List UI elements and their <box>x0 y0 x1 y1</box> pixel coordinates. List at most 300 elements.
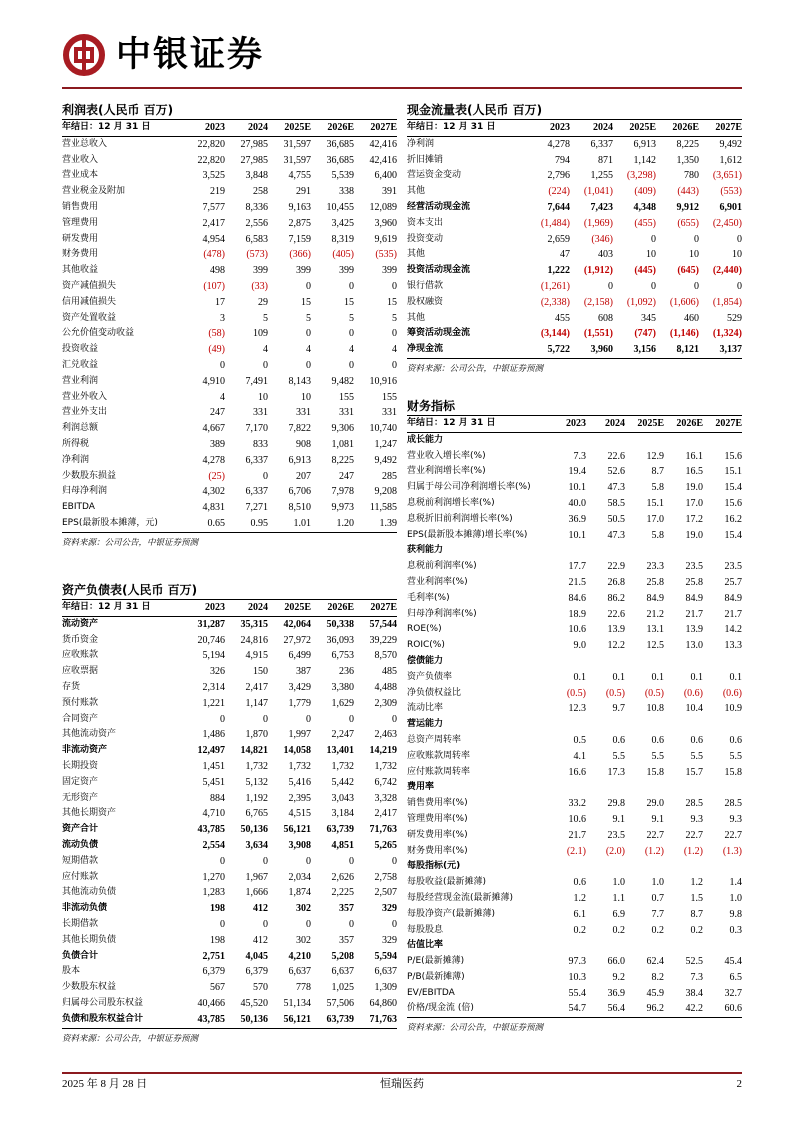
row-label: 公允价值变动收益 <box>62 328 135 339</box>
cell-value: 22.7 <box>724 829 742 841</box>
cell-value <box>586 432 625 448</box>
header-year: 2025E <box>613 120 656 136</box>
cell-value: 36,093 <box>326 634 354 646</box>
cell-value: 5,132 <box>245 776 268 788</box>
cell-value: 1.01 <box>268 516 311 532</box>
row-label: 股本 <box>62 966 81 977</box>
cell-value: 16.2 <box>724 513 742 525</box>
cell-value: 22,820 <box>197 154 225 166</box>
row-label: 流动比率 <box>407 703 444 714</box>
row-label: EBITDA <box>62 502 95 513</box>
cell-value: 15 <box>344 296 354 308</box>
table-row <box>407 449 742 465</box>
table-row <box>62 933 397 949</box>
cell-value: 12.9 <box>646 450 664 462</box>
cell-value: 155 <box>382 391 397 403</box>
cell-value: 6,637 <box>288 966 311 978</box>
cell-value: 10.6 <box>568 624 586 636</box>
cell-value: 0 <box>306 359 311 371</box>
cell-value: 20,746 <box>197 634 225 646</box>
cell-value: 8.7 <box>690 908 703 920</box>
cell-value: 22.9 <box>607 561 625 573</box>
table-row <box>62 901 397 917</box>
table-row <box>407 559 742 575</box>
cell-value: 1,732 <box>331 760 354 772</box>
cell-value: 2,796 <box>547 170 570 182</box>
cell-value: 6,379 <box>202 966 225 978</box>
cell-value <box>547 654 586 670</box>
cell-value: 2,875 <box>288 217 311 229</box>
row-label: 少数股东损益 <box>62 470 117 481</box>
table-row <box>407 432 742 448</box>
cell-value: 302 <box>296 903 311 915</box>
table-row <box>62 136 397 152</box>
cell-value: 4 <box>220 391 225 403</box>
cell-value: (2.0) <box>605 845 625 857</box>
table-row <box>62 279 397 295</box>
row-label: 流动负债 <box>62 839 99 850</box>
cell-value: 258 <box>253 186 268 198</box>
cell-value: 4,755 <box>288 170 311 182</box>
cell-value: 5,722 <box>527 342 570 358</box>
row-label: 每股净资产(最新摊薄) <box>407 908 496 919</box>
row-label: 流动资产 <box>62 618 99 629</box>
cell-value: 2,395 <box>288 792 311 804</box>
financial-ratios-table <box>407 416 742 1018</box>
cell-value: 0 <box>263 918 268 930</box>
cell-value: 0.1 <box>612 671 625 683</box>
income-statement-title: 利润表(人民币 百万) <box>62 102 397 120</box>
cell-value: 7,577 <box>202 201 225 213</box>
header-logo <box>62 33 264 77</box>
cell-value: (0.5) <box>605 687 625 699</box>
row-label: 营业成本 <box>62 170 99 181</box>
cell-value: 12,497 <box>197 745 225 757</box>
cell-value: 0.95 <box>225 516 268 532</box>
row-label: 银行借款 <box>407 280 444 291</box>
row-label: 息税折旧前利润增长率(%) <box>407 513 513 524</box>
footer-rule <box>62 1072 742 1074</box>
cell-value: 8.7 <box>651 466 664 478</box>
table-row <box>407 311 742 327</box>
cell-value: 56.4 <box>586 1001 625 1017</box>
cell-value: 22.6 <box>607 608 625 620</box>
cell-value: 42,416 <box>369 154 397 166</box>
cell-value: 29.8 <box>607 798 625 810</box>
cell-value: 22.7 <box>646 829 664 841</box>
table-row <box>407 200 742 216</box>
cell-value: 6,337 <box>590 138 613 150</box>
cell-value: 5 <box>263 312 268 324</box>
cell-value: 10,455 <box>326 201 354 213</box>
table-row <box>407 512 742 528</box>
cell-value: 12.3 <box>568 703 586 715</box>
table-row <box>407 607 742 623</box>
cell-value <box>547 717 586 733</box>
row-label: 其他收益 <box>62 265 99 276</box>
cell-value: 1,612 <box>719 154 742 166</box>
cell-value: 8.2 <box>651 971 664 983</box>
cell-value: 9,306 <box>331 423 354 435</box>
row-label: 营业利润增长率(%) <box>407 466 486 477</box>
table-row <box>62 500 397 516</box>
table-row <box>407 938 742 954</box>
cell-value: 2,507 <box>374 887 397 899</box>
cell-value: 21.7 <box>685 608 703 620</box>
cell-value: 15.8 <box>646 766 664 778</box>
cell-value: 86.2 <box>607 592 625 604</box>
row-label: 固定资产 <box>62 776 99 787</box>
cell-value: 16.6 <box>568 766 586 778</box>
cell-value: 16.1 <box>685 450 703 462</box>
row-label: EPS(最新股本摊薄)增长率(%) <box>407 529 528 540</box>
row-label: 估值比率 <box>407 940 444 951</box>
cell-value <box>664 780 703 796</box>
table-row <box>407 970 742 986</box>
cell-value: 10.8 <box>646 703 664 715</box>
cell-value: 42,064 <box>283 618 311 630</box>
cell-value: 4,915 <box>245 650 268 662</box>
header-year: 2024 <box>586 416 625 432</box>
cell-value: 6,583 <box>245 233 268 245</box>
cell-value: 0 <box>220 855 225 867</box>
cell-value: (409) <box>634 186 656 198</box>
cell-value: 6,913 <box>633 138 656 150</box>
cell-value: 45.4 <box>724 956 742 968</box>
cell-value: 0 <box>306 328 311 340</box>
cell-value: 5,265 <box>374 839 397 851</box>
cell-value <box>625 654 664 670</box>
cell-value: 40,466 <box>197 997 225 1009</box>
table-row <box>62 469 397 485</box>
cell-value: 3,156 <box>613 342 656 358</box>
cell-value: 5.8 <box>651 529 664 541</box>
cell-value: 9,492 <box>374 454 397 466</box>
cell-value: 1.0 <box>729 892 742 904</box>
cell-value: 0 <box>306 713 311 725</box>
header-year: 2024 <box>570 120 613 136</box>
table-row <box>62 743 397 759</box>
cell-value: 9,492 <box>719 138 742 150</box>
row-label: EPS(最新股本摊薄，元) <box>62 516 182 532</box>
cell-value: 24,816 <box>240 634 268 646</box>
cell-value: 71,763 <box>354 1012 397 1028</box>
cell-value: (0.6) <box>722 687 742 699</box>
table-row <box>62 854 397 870</box>
row-label: 应收票据 <box>62 666 99 677</box>
cell-value: 778 <box>296 982 311 994</box>
footer-company: 恒瑞医药 <box>380 1077 424 1090</box>
cell-value: 0 <box>392 328 397 340</box>
cell-value: (2,440) <box>712 265 742 277</box>
row-label: 息税前利润率(%) <box>407 561 477 572</box>
cell-value: 13.0 <box>685 640 703 652</box>
cell-value: 3,525 <box>202 170 225 182</box>
row-label: 无形资产 <box>62 792 99 803</box>
cell-value: 50,136 <box>240 824 268 836</box>
cell-value: 1,732 <box>288 760 311 772</box>
row-label: 少数股东权益 <box>62 982 117 993</box>
footer-date: 2025 年 8 月 28 日 <box>62 1078 148 1090</box>
financial-ratios-title: 财务指标 <box>407 398 742 416</box>
cell-value: 39,229 <box>369 634 397 646</box>
cell-value: 19.0 <box>685 482 703 494</box>
cell-value: 3,137 <box>699 342 742 358</box>
cell-value: 0 <box>263 359 268 371</box>
cell-value: 4,278 <box>202 454 225 466</box>
cell-value <box>664 543 703 559</box>
cell-value: 4 <box>349 344 354 356</box>
cell-value: 4,210 <box>288 950 311 962</box>
cell-value: 0.65 <box>182 516 225 532</box>
cell-value: 47.3 <box>607 482 625 494</box>
cell-value: 5 <box>349 312 354 324</box>
cell-value: 42,416 <box>369 138 397 150</box>
cell-value: 0 <box>694 233 699 245</box>
cell-value: 2,034 <box>288 871 311 883</box>
cell-value: 9,208 <box>374 486 397 498</box>
row-label: ROE(%) <box>407 624 442 635</box>
cell-value: 23.3 <box>646 561 664 573</box>
table-row <box>62 648 397 664</box>
cell-value: 12,089 <box>369 201 397 213</box>
cell-value <box>547 938 586 954</box>
cell-value: 2,751 <box>202 950 225 962</box>
header-label: 年结日：12 月 31 日 <box>62 120 182 136</box>
page-number: 2 <box>736 1078 742 1090</box>
cell-value: 0 <box>220 918 225 930</box>
balance-sheet-title: 资产负债表(人民币 百万) <box>62 582 397 600</box>
cell-value: 17.7 <box>568 561 586 573</box>
cell-value: 1,732 <box>245 760 268 772</box>
cell-value: 43,785 <box>197 824 225 836</box>
cell-value: (49) <box>208 344 225 356</box>
row-label: 合同资产 <box>62 713 99 724</box>
row-label: 筹资活动现金流 <box>407 328 471 339</box>
table-row <box>62 870 397 886</box>
cell-value: 0.1 <box>729 671 742 683</box>
cell-value: 6,637 <box>374 966 397 978</box>
cell-value: 9.1 <box>612 813 625 825</box>
cell-value: 5,442 <box>331 776 354 788</box>
cell-value: 27,985 <box>240 154 268 166</box>
row-label: 归属于母公司净利润增长率(%) <box>407 482 531 493</box>
cell-value: 2,225 <box>331 887 354 899</box>
row-label: 营业总收入 <box>62 138 108 149</box>
cell-value: 29 <box>258 296 268 308</box>
cell-value: 1.39 <box>354 516 397 532</box>
cell-value: 4,348 <box>633 201 656 213</box>
cell-value: 2,758 <box>374 871 397 883</box>
cell-value: 38.4 <box>685 987 703 999</box>
cell-value: 9.3 <box>729 813 742 825</box>
cell-value: 21.2 <box>646 608 664 620</box>
cell-value: 4.1 <box>573 750 586 762</box>
header-rule <box>62 87 742 89</box>
header-year: 2027E <box>703 416 742 432</box>
row-label: 净利润 <box>407 138 435 149</box>
cell-value: 0 <box>392 359 397 371</box>
cell-value: (1.3) <box>722 845 742 857</box>
cell-value: (1.2) <box>644 845 664 857</box>
row-label: 净负债权益比 <box>407 687 462 698</box>
cell-value: 84.9 <box>724 592 742 604</box>
cell-value: 14.2 <box>724 624 742 636</box>
row-label: 管理费用率(%) <box>407 813 468 824</box>
table-row <box>407 907 742 923</box>
cell-value: 2,626 <box>331 871 354 883</box>
bank-of-china-logo-icon <box>62 33 106 77</box>
cell-value: 9.7 <box>612 703 625 715</box>
cell-value: 0 <box>220 359 225 371</box>
table-row <box>62 949 397 965</box>
cashflow-title: 现金流量表(人民币 百万) <box>407 102 742 120</box>
cell-value: 50.5 <box>607 513 625 525</box>
cell-value: 498 <box>210 265 225 277</box>
cell-value: 0.2 <box>612 924 625 936</box>
cell-value: 3,043 <box>331 792 354 804</box>
cell-value: 391 <box>382 186 397 198</box>
cell-value: 150 <box>253 666 268 678</box>
cell-value: 0 <box>349 713 354 725</box>
cell-value: 29.0 <box>646 798 664 810</box>
row-label: 应收账款 <box>62 650 99 661</box>
cell-value: (25) <box>208 470 225 482</box>
table-row <box>407 591 742 607</box>
balance-sheet-section <box>62 582 397 1046</box>
cell-value: 4,851 <box>331 839 354 851</box>
table-row <box>62 216 397 232</box>
row-label: 营运资金变动 <box>407 170 462 181</box>
row-label: 净利润 <box>62 454 90 465</box>
cell-value: 198 <box>210 903 225 915</box>
cell-value: 13.9 <box>685 624 703 636</box>
cell-value: 47.3 <box>607 529 625 541</box>
cell-value <box>625 938 664 954</box>
brand-name: 中银证券 <box>116 35 265 75</box>
table-row <box>407 279 742 295</box>
cell-value: 1,255 <box>590 170 613 182</box>
row-label: 每股股息 <box>407 924 444 935</box>
cell-value <box>703 717 742 733</box>
table-row <box>62 712 397 728</box>
cell-value: 25.8 <box>685 576 703 588</box>
cell-value: 0.1 <box>690 671 703 683</box>
table-row <box>62 358 397 374</box>
row-label: 资本支出 <box>407 217 444 228</box>
row-label: 应收账款周转率 <box>407 750 471 761</box>
cell-value: 40.0 <box>568 497 586 509</box>
cell-value: 1,247 <box>374 438 397 450</box>
cell-value: 14,058 <box>283 745 311 757</box>
cell-value: 19.0 <box>685 529 703 541</box>
header-year: 2024 <box>225 120 268 136</box>
cell-value: 15.1 <box>646 497 664 509</box>
cell-value: 399 <box>296 265 311 277</box>
cell-value <box>625 780 664 796</box>
cell-value <box>664 432 703 448</box>
cell-value: 25.7 <box>724 576 742 588</box>
cell-value: 7,822 <box>288 423 311 435</box>
cell-value: 2,463 <box>374 729 397 741</box>
cell-value: 27,972 <box>283 634 311 646</box>
row-label: 获利能力 <box>407 545 444 556</box>
row-label: 预付账款 <box>62 697 99 708</box>
cell-value: (33) <box>251 280 268 292</box>
cell-value: 66.0 <box>607 956 625 968</box>
cell-value: 15.6 <box>724 497 742 509</box>
row-label: 研发费用率(%) <box>407 829 468 840</box>
cell-value: 10.1 <box>568 529 586 541</box>
table-row <box>62 437 397 453</box>
cell-value: 23.5 <box>724 561 742 573</box>
cell-value: 0 <box>392 280 397 292</box>
cell-value: (366) <box>289 249 311 261</box>
cell-value: 871 <box>598 154 613 166</box>
cell-value: 389 <box>210 438 225 450</box>
cell-value: 6,765 <box>245 808 268 820</box>
cell-value: 31,597 <box>283 138 311 150</box>
table-row <box>407 859 742 875</box>
row-label: 其他 <box>407 312 426 323</box>
table-row <box>62 759 397 775</box>
table-row <box>62 295 397 311</box>
cell-value: 198 <box>210 934 225 946</box>
cell-value: 17 <box>215 296 225 308</box>
table-row <box>407 232 742 248</box>
cell-value: 247 <box>210 407 225 419</box>
table-row <box>62 342 397 358</box>
cell-value <box>586 780 625 796</box>
cell-value: 1,142 <box>633 154 656 166</box>
cell-value: 15.4 <box>724 529 742 541</box>
cell-value: 36,685 <box>326 138 354 150</box>
cell-value <box>547 432 586 448</box>
cell-value: (573) <box>246 249 268 261</box>
cell-value: 2,554 <box>202 839 225 851</box>
cell-value: 2,314 <box>202 681 225 693</box>
cell-value: 329 <box>382 934 397 946</box>
cell-value <box>703 432 742 448</box>
cell-value: 207 <box>296 470 311 482</box>
table-row <box>62 616 397 632</box>
row-label: 负债合计 <box>62 950 99 961</box>
cell-value: 1,270 <box>202 871 225 883</box>
row-label: 价格/现金流 (倍) <box>407 1001 547 1017</box>
row-label: 股权融资 <box>407 296 444 307</box>
table-row <box>62 885 397 901</box>
cell-value: 0 <box>392 713 397 725</box>
cell-value: 0 <box>220 713 225 725</box>
cell-value: 25.8 <box>646 576 664 588</box>
header-year: 2023 <box>527 120 570 136</box>
cell-value: 8,225 <box>331 454 354 466</box>
row-label: 折旧摊销 <box>407 154 444 165</box>
cell-value: 12.2 <box>607 640 625 652</box>
cell-value: 5,451 <box>202 776 225 788</box>
cashflow-table <box>407 120 742 359</box>
cell-value: 31,597 <box>283 154 311 166</box>
cell-value: (1,854) <box>712 296 742 308</box>
cell-value: 6,901 <box>719 201 742 213</box>
cell-value: 57,506 <box>326 997 354 1009</box>
table-row <box>62 838 397 854</box>
row-label: 财务费用 <box>62 249 99 260</box>
row-label: 销售费用 <box>62 201 99 212</box>
cell-value: (1,041) <box>583 186 613 198</box>
cell-value: 833 <box>253 438 268 450</box>
cell-value: 5.5 <box>729 750 742 762</box>
